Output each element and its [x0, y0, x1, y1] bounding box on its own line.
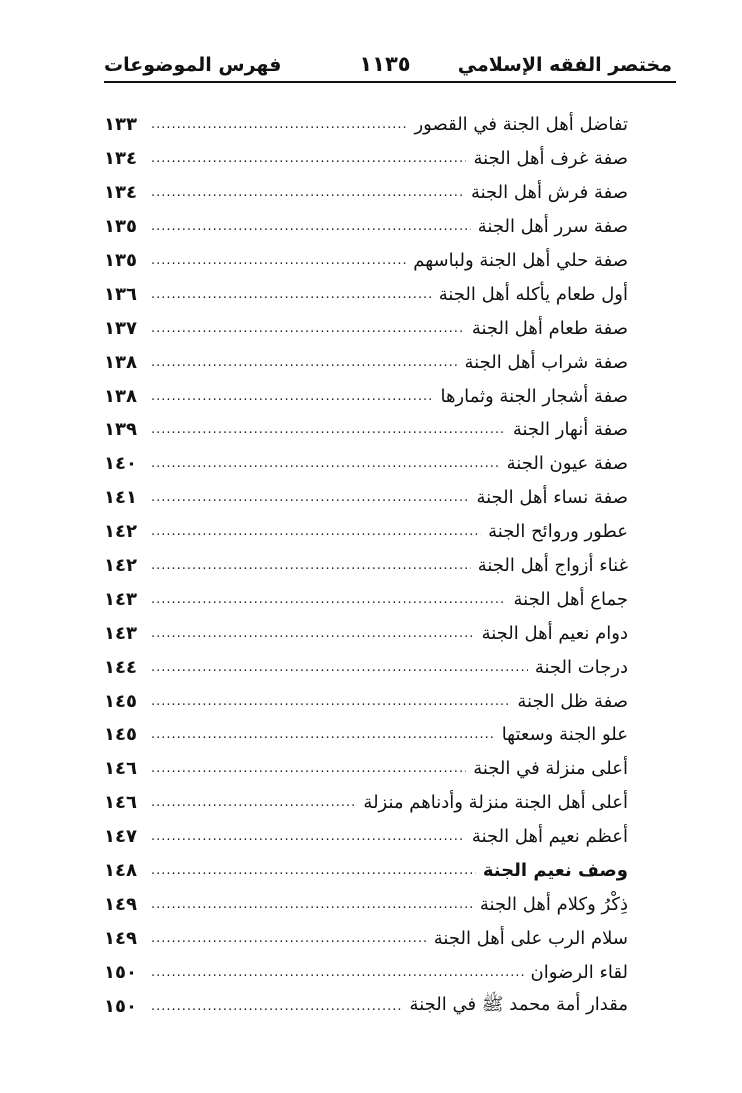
toc-dot-leader [151, 897, 473, 912]
toc-dot-leader [151, 558, 471, 573]
toc-dot-leader [151, 524, 481, 539]
toc-entry [104, 311, 628, 345]
toc-entry [104, 379, 628, 413]
toc-entry [104, 684, 628, 718]
header-rule [104, 81, 676, 83]
toc-dot-leader [151, 456, 500, 471]
toc-entry-page: ١٣٧ [104, 317, 137, 339]
toc-dot-leader [151, 389, 433, 404]
toc-entry [104, 481, 628, 515]
toc-entry-page: ١٣٨ [104, 385, 137, 407]
toc-entry-page: ١٣٤ [104, 182, 137, 204]
toc-entry [104, 718, 628, 752]
toc-dot-leader [151, 592, 506, 607]
toc-dot-leader [151, 219, 471, 234]
toc-dot-leader [151, 727, 495, 742]
toc-entry-page: ١٥٠ [104, 995, 137, 1017]
table-of-contents [104, 108, 628, 1023]
toc-entry [104, 921, 628, 955]
toc-entry-title: صفة سرر أهل الجنة [477, 216, 628, 238]
toc-entry-page: ١٤٩ [104, 927, 137, 949]
toc-entry-page: ١٤٥ [104, 690, 137, 712]
toc-entry-page: ١٤٠ [104, 453, 137, 475]
toc-entry [104, 854, 628, 888]
toc-dot-leader [151, 355, 458, 370]
toc-dot-leader [151, 287, 432, 302]
toc-entry-title: صفة حلي أهل الجنة ولباسهم [413, 250, 628, 271]
toc-dot-leader [151, 321, 465, 336]
toc-entry-page: ١٤٧ [104, 826, 137, 848]
toc-entry-title: صفة غرف أهل الجنة [473, 148, 628, 170]
toc-dot-leader [151, 999, 403, 1014]
toc-entry-title: أول طعام يأكله أهل الجنة [438, 283, 628, 305]
toc-entry-title: درجات الجنة [534, 656, 628, 678]
toc-entry-page: ١٣٤ [104, 148, 137, 170]
toc-entry-page: ١٣٩ [104, 419, 137, 441]
toc-entry-page: ١٣٦ [104, 283, 137, 305]
page-number: ١١٣٥ [359, 52, 411, 76]
toc-entry-title: أعلى منزلة في الجنة [473, 758, 628, 780]
toc-entry-title: عطور وروائح الجنة [488, 521, 628, 543]
toc-entry [104, 549, 628, 583]
toc-dot-leader [151, 422, 506, 437]
toc-entry [104, 210, 628, 244]
toc-dot-leader [151, 490, 469, 505]
toc-entry [104, 989, 628, 1023]
toc-entry-page: ١٥٠ [104, 961, 137, 983]
toc-dot-leader [151, 626, 475, 641]
toc-dot-leader [151, 863, 476, 878]
toc-entry-title: صفة طعام أهل الجنة [471, 317, 628, 339]
toc-entry-title: تفاضل أهل الجنة في القصور [414, 114, 628, 136]
toc-entry-title: صفة نساء أهل الجنة [476, 487, 628, 509]
toc-entry-page: ١٣٥ [104, 216, 137, 238]
toc-entry-page: ١٤١ [104, 487, 137, 509]
toc-dot-leader [151, 829, 465, 844]
book-title: مختصر الفقه الإسلامي [457, 54, 672, 76]
toc-dot-leader [151, 151, 466, 166]
toc-entry-page: ١٣٨ [104, 351, 137, 373]
toc-entry-title: أعظم نعيم أهل الجنة [471, 826, 628, 848]
toc-entry-page: ١٤٢ [104, 521, 137, 543]
toc-entry [104, 176, 628, 210]
page-header [104, 52, 672, 82]
toc-entry [104, 244, 628, 278]
toc-entry-page: ١٤٥ [104, 724, 137, 746]
toc-entry-title: صفة أنهار الجنة [512, 419, 628, 441]
toc-entry [104, 616, 628, 650]
toc-dot-leader [151, 117, 407, 132]
toc-dot-leader [151, 185, 464, 200]
toc-entry-page: ١٣٣ [104, 114, 137, 136]
toc-entry-page: ١٤٦ [104, 792, 137, 814]
toc-dot-leader [151, 253, 406, 268]
toc-entry [104, 413, 628, 447]
toc-entry-page: ١٣٥ [104, 250, 137, 271]
toc-dot-leader [151, 931, 427, 946]
toc-entry [104, 345, 628, 379]
toc-entry [104, 447, 628, 481]
toc-dot-leader [151, 965, 524, 980]
toc-dot-leader [151, 761, 466, 776]
toc-entry-page: ١٤٢ [104, 555, 137, 577]
toc-entry-page: ١٤٨ [104, 860, 137, 882]
toc-entry-title: مقدار أمة محمد ﷺ في الجنة [409, 994, 628, 1016]
toc-entry-title: غناء أزواج أهل الجنة [477, 555, 628, 577]
toc-entry [104, 582, 628, 616]
toc-entry [104, 786, 628, 820]
toc-entry [104, 955, 628, 989]
toc-entry [104, 142, 628, 176]
toc-entry-title: علو الجنة وسعتها [501, 724, 628, 746]
toc-entry-title: صفة عيون الجنة [506, 453, 628, 475]
section-title: فهرس الموضوعات [104, 54, 282, 76]
toc-entry-title: صفة ظل الجنة [517, 690, 628, 712]
toc-entry-page: ١٤٣ [104, 588, 137, 610]
toc-entry-title: صفة شراب أهل الجنة [464, 351, 628, 373]
toc-entry-title: صفة أشجار الجنة وثمارها [440, 385, 628, 407]
toc-entry [104, 820, 628, 854]
toc-entry [104, 650, 628, 684]
toc-entry [104, 752, 628, 786]
toc-dot-leader [151, 795, 356, 810]
toc-entry-page: ١٤٣ [104, 622, 137, 644]
toc-entry-page: ١٤٦ [104, 758, 137, 780]
toc-entry-title: لقاء الرضوان [530, 961, 628, 983]
toc-entry [104, 515, 628, 549]
toc-entry-page: ١٤٩ [104, 893, 137, 915]
toc-entry-title: وصف نعيم الجنة [482, 860, 628, 882]
toc-dot-leader [151, 660, 528, 675]
toc-entry-title: سلام الرب على أهل الجنة [433, 927, 628, 949]
toc-entry [104, 108, 628, 142]
toc-entry-title: دوام نعيم أهل الجنة [481, 622, 628, 644]
toc-entry [104, 887, 628, 921]
toc-entry-title: ذِكْرُ وكلام أهل الجنة [479, 893, 628, 915]
toc-entry-title: صفة فرش أهل الجنة [470, 182, 628, 204]
toc-dot-leader [151, 694, 510, 709]
toc-entry-page: ١٤٤ [104, 656, 137, 678]
toc-entry [104, 277, 628, 311]
toc-entry-title: جماع أهل الجنة [513, 588, 628, 610]
toc-entry-title: أعلى أهل الجنة منزلة وأدناهم منزلة [363, 792, 628, 814]
